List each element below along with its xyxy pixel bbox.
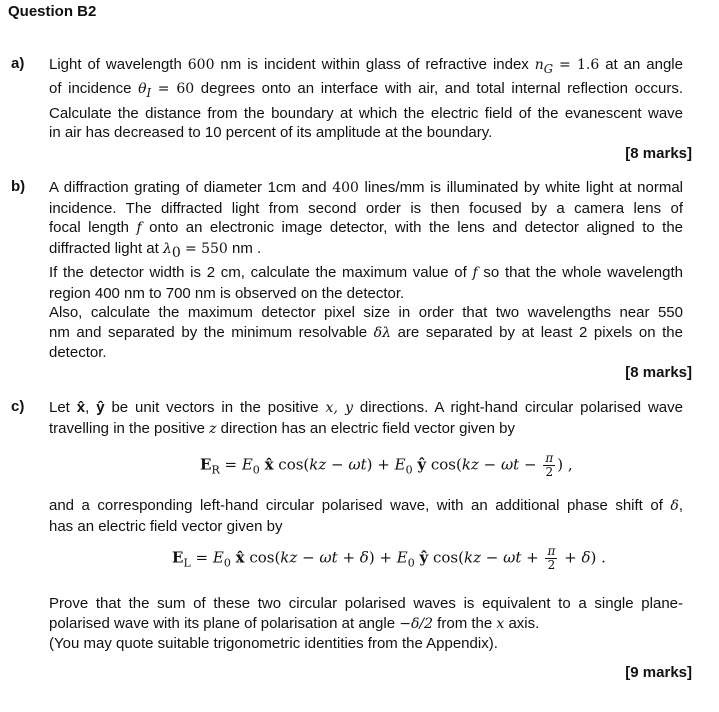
part-b-line: nm and separated by the minimum resolvable δλ are separated by at least 2 pixels on the bbox=[49, 323, 683, 341]
part-b-marks: [8 marks] bbox=[625, 364, 692, 381]
question-title: Question B2 bbox=[8, 3, 97, 20]
part-a-line: Light of wavelength 600 nm is incident within glass of refractive index $n_G = 1.6$ at an angle bbox=[49, 56, 683, 76]
part-a-text bbox=[49, 55, 683, 143]
part-c-line: travelling in the positive z direction has an electric field vector given by bbox=[49, 419, 515, 437]
part-c-line: (You may quote suitable trigonometric identities from the Appendix). bbox=[49, 635, 498, 652]
part-b-line: diffracted light at $\lambda_0 = 550$ nm . bbox=[49, 239, 262, 261]
part-b-line: A diffraction grating of diameter 1cm and 400 lines/mm is illuminated by white light at normal bbox=[49, 179, 683, 196]
part-a-line: Calculate the distance from the boundary at which the electric field of the evanescent wave bbox=[49, 104, 683, 122]
part-c-marks: [9 marks] bbox=[625, 664, 692, 681]
part-a-label: a) bbox=[11, 55, 25, 72]
part-b-line: region 400 nm to 700 nm is observed on the detector. bbox=[49, 284, 405, 302]
equation-left-circular: $E_L = E_0$ x̂ $\cos(kz - \omega t + \delta) + E_0$ ŷ cos(kz − ωt + $\frac{\pi}{2}$ + δ) . bbox=[172, 544, 606, 572]
part-b-line: Also, calculate the maximum detector pixel size in order that two wavelengths near 550 bbox=[49, 304, 683, 321]
part-c-line: Prove that the sum of these two circular polarised waves is equivalent to a single plane- bbox=[49, 595, 683, 612]
part-c-line: and a corresponding left-hand circular polarised wave, with an additional phase shift of δ, bbox=[49, 497, 683, 514]
part-c-line: Let x̂, ŷ be unit vectors in the positive x, y directions. A right-hand circular polarised wave bbox=[49, 399, 683, 416]
part-c-outro bbox=[49, 594, 683, 654]
part-b-line: If the detector width is 2 cm, calculate the maximum value of f so that the whole wavelength bbox=[49, 264, 683, 281]
part-a-marks: [8 marks] bbox=[625, 145, 692, 162]
part-b-line: incidence. The diffracted light from second order is then focused by a camera lens of bbox=[49, 199, 683, 217]
part-c-label: c) bbox=[11, 398, 25, 415]
part-a-line: of incidence $\theta_I = 60$ degrees onto an interface with air, and total internal reflection occurs. bbox=[49, 80, 683, 101]
part-c-intro bbox=[49, 398, 683, 439]
part-c-middle bbox=[49, 496, 683, 536]
part-b-line: focal length f onto an electronic image detector, with the lens and detector aligned to the bbox=[49, 219, 684, 236]
part-c-line: polarised wave with its plane of polarisation at angle −δ/2 from the x axis. bbox=[49, 614, 540, 632]
part-b-text bbox=[49, 178, 683, 363]
part-c-line: has an electric field vector given by bbox=[49, 517, 283, 535]
equation-right-circular: $E_R = E_0$ x̂ $\cos(kz - \omega t) + E_0$ ŷ cos(kz − ωt − $\frac{\pi}{2}$ ) , bbox=[200, 451, 573, 479]
part-b-label: b) bbox=[11, 178, 26, 195]
part-b-line: detector. bbox=[49, 344, 107, 361]
part-a-line: in air has decreased to 10 percent of its amplitude at the boundary. bbox=[49, 124, 493, 142]
